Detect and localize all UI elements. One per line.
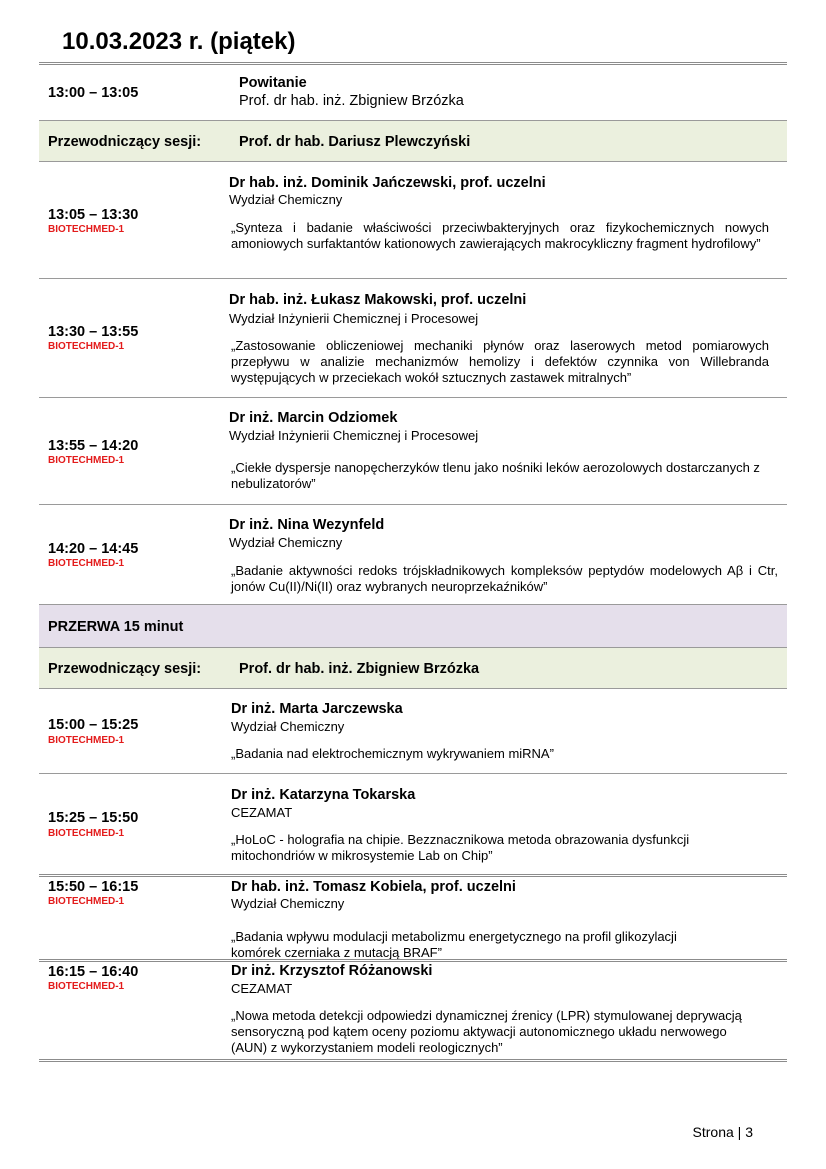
talk-title: „Ciekłe dyspersje nanopęcherzyków tlenu jako nośniki leków aerozolowych dostarczanych z nebulizatorów”	[231, 460, 760, 491]
talk-row	[39, 877, 787, 961]
page-title: 10.03.2023 r. (piątek)	[62, 28, 296, 55]
speaker-affiliation: CEZAMAT	[231, 981, 293, 996]
break-band	[39, 604, 787, 648]
slot-time: 15:25 – 15:50	[48, 810, 139, 826]
session-chair-band	[39, 120, 787, 162]
session-code: BIOTECHMED-1	[48, 455, 125, 466]
page-number: Strona | 3	[692, 1124, 753, 1140]
slot-time: 14:20 – 14:45	[48, 541, 139, 557]
session-chair-label: Przewodniczący sesji:	[48, 134, 202, 150]
talk-title: „HoLoC - holografia na chipie. Bezznacznikowa metoda obrazowania dysfunkcji mitochondriów w mikrosystemie Lab on Chip”	[231, 832, 690, 863]
talk-title: „Synteza i badanie właściwości przeciwbakteryjnych oraz fizykochemicznych nowych amoniowych surfaktantów kationowych zawierających makrocykliczny fragment hydrofilowy”	[231, 220, 769, 251]
speaker-affiliation: Wydział Inżynierii Chemicznej i Procesowej	[229, 311, 479, 326]
bottom-rule	[39, 1059, 787, 1062]
talk-title: „Badania nad elektrochemicznym wykrywaniem miRNA”	[231, 746, 554, 761]
talk-row	[39, 774, 787, 874]
talk-title: „Badanie aktywności redoks trójskładnikowych kompleksów peptydów modelowych Aβ i Ctr, jonów Cu(II)/Ni(II) oraz wybranych neuroprzekaźników”	[231, 563, 778, 594]
speaker-affiliation: CEZAMAT	[231, 805, 293, 820]
talk-title: „Nowa metoda detekcji odpowiedzi dynamicznej źrenicy (LPR) stymulowanej deprywacją sensoryczną pod kątem oceny poziomu aktywacji autonomicznego układu nerwowego (AUN) z wykorzystaniem modeli reologicznych”	[231, 1008, 742, 1055]
session-code: BIOTECHMED-1	[48, 896, 125, 907]
slot-time: 13:05 – 13:30	[48, 207, 139, 223]
talk-row	[39, 162, 787, 278]
slot-time: 13:30 – 13:55	[48, 324, 139, 340]
speaker-name: Dr inż. Nina Wezynfeld	[229, 517, 385, 533]
talk-title: „Zastosowanie obliczeniowej mechaniki płynów oraz laserowych metod pomiarowych przepływu w analizie mechanizmów hemolizy i defektów czynnika von Willebranda występujących w przeciekach wokół sztucznych zastawek mitralnych”	[231, 338, 769, 385]
speaker-name: Dr hab. inż. Tomasz Kobiela, prof. uczelni	[231, 879, 516, 895]
slot-time: 15:50 – 16:15	[48, 879, 139, 895]
speaker-name: Dr hab. inż. Dominik Jańczewski, prof. uczelni	[229, 175, 546, 191]
speaker-affiliation: Wydział Chemiczny	[231, 896, 345, 911]
speaker-name: Dr inż. Marcin Odziomek	[229, 410, 398, 426]
session-code: BIOTECHMED-1	[48, 981, 125, 992]
session-code: BIOTECHMED-1	[48, 341, 125, 352]
top-rule	[39, 62, 787, 65]
session-chair-band	[39, 647, 787, 689]
talk-title: „Badania wpływu modulacji metabolizmu energetycznego na profil glikozylacji komórek czerniaka z mutacją BRAF”	[231, 929, 677, 960]
slot-time: 13:55 – 14:20	[48, 438, 139, 454]
slot-time: 13:00 – 13:05	[48, 85, 139, 101]
session-code: BIOTECHMED-1	[48, 735, 125, 746]
speaker-name: Dr inż. Marta Jarczewska	[231, 701, 403, 717]
slot-time: 15:00 – 15:25	[48, 717, 139, 733]
session-code: BIOTECHMED-1	[48, 828, 125, 839]
speaker-name: Dr inż. Krzysztof Różanowski	[231, 963, 433, 979]
welcome-person: Prof. dr hab. inż. Zbigniew Brzózka	[239, 93, 464, 109]
speaker-affiliation: Wydział Inżynierii Chemicznej i Procesowej	[229, 428, 479, 443]
talk-row	[39, 689, 787, 773]
talk-row	[39, 398, 787, 504]
slot-time: 16:15 – 16:40	[48, 964, 139, 980]
talk-row	[39, 962, 787, 1062]
speaker-affiliation: Wydział Chemiczny	[229, 192, 343, 207]
speaker-affiliation: Wydział Chemiczny	[229, 535, 343, 550]
session-chair-name: Prof. dr hab. Dariusz Plewczyński	[239, 134, 471, 150]
speaker-name: Dr inż. Katarzyna Tokarska	[231, 787, 416, 803]
welcome-title: Powitanie	[239, 75, 307, 91]
session-code: BIOTECHMED-1	[48, 224, 125, 235]
session-chair-label: Przewodniczący sesji:	[48, 661, 202, 677]
break-label: PRZERWA 15 minut	[48, 619, 184, 635]
session-chair-name: Prof. dr hab. inż. Zbigniew Brzózka	[239, 661, 480, 677]
speaker-affiliation: Wydział Chemiczny	[231, 719, 345, 734]
speaker-name: Dr hab. inż. Łukasz Makowski, prof. uczelni	[229, 292, 527, 308]
welcome-row	[39, 66, 787, 118]
session-code: BIOTECHMED-1	[48, 558, 125, 569]
talk-row	[39, 279, 787, 397]
talk-row	[39, 505, 787, 603]
